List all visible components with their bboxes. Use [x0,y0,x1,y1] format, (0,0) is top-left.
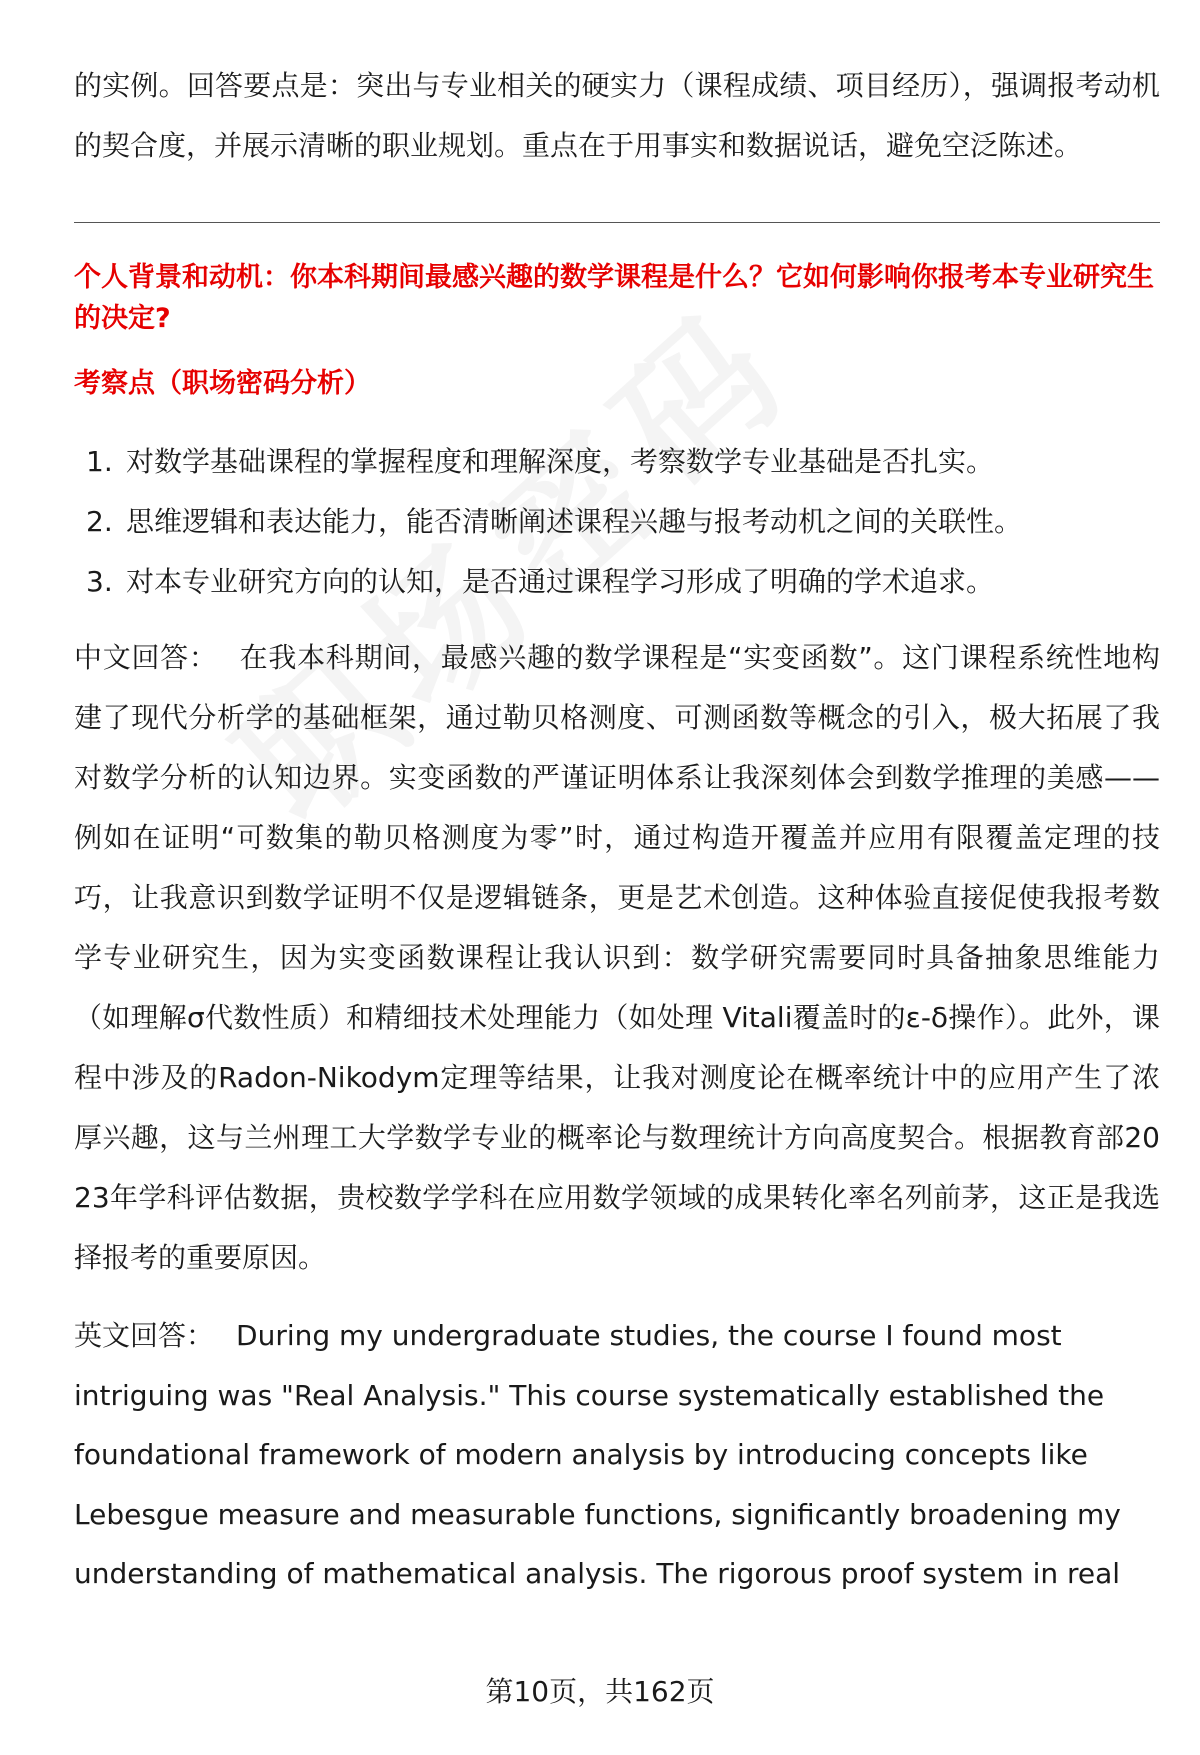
section-divider [74,222,1160,223]
point-text: 对数学基础课程的掌握程度和理解深度，考察数学专业基础是否扎实。 [126,445,995,478]
analysis-point [86,552,1160,612]
english-answer-text: During my undergraduate studies, the course I found most intriguing was "Real Analysis." This course systematically established the foundational framework of modern analysis by introducing concepts like Lebesgue measure and measurable functions, significantly broadening my understanding of mathematical analysis. The rigorous proof system in real [74,1319,1121,1590]
english-answer [74,1306,1160,1604]
point-number: 1. [86,445,113,478]
analysis-heading: 考察点（职场密码分析） [74,368,371,399]
point-number: 3. [86,565,113,598]
analysis-points [74,432,1160,612]
question-title: 个人背景和动机：你本科期间最感兴趣的数学课程是什么？它如何影响你报考本专业研究生的决定? [74,262,1154,334]
point-text: 对本专业研究方向的认知，是否通过课程学习形成了明确的学术追求。 [126,565,995,598]
page-number-footer: 第10页，共162页 [485,1675,715,1708]
intro-paragraph: 的实例。回答要点是：突出与专业相关的硬实力（课程成绩、项目经历），强调报考动机的契合度，并展示清晰的职业规划。重点在于用事实和数据说话，避免空泛陈述。 [74,69,1160,162]
point-number: 2. [86,505,113,538]
english-answer-label: 英文回答： [74,1319,215,1352]
document-page [74,56,1160,1604]
analysis-point [86,492,1160,552]
chinese-answer-text: 在我本科期间，最感兴趣的数学课程是“实变函数”。这门课程系统性地构建了现代分析学的基础框架，通过勒贝格测度、可测函数等概念的引入，极大拓展了我对数学分析的认知边界。实变函数的严谨证明体系让我深刻体会到数学推理的美感——例如在证明“可数集的勒贝格测度为零”时，通过构造开覆盖并应用有限覆盖定理的技巧，让我意识到数学证明不仅是逻辑链条，更是艺术创造。这种体验直接促使我报考数学专业研究生，因为实变函数课程让我认识到：数学研究需要同时具备抽象思维能力（如理解σ代数性质）和精细技术处理能力（如处理 Vitali覆盖时的ε-δ操作）。此外，课程中涉及的Radon-Nikodym定理等结果，让我对测度论在概率统计中的应用产生了浓厚兴趣，这与兰州理工大学数学专业的概率论与数理统计方向高度契合。根据教育部2023年学科评估数据，贵校数学学科在应用数学领域的成果转化率名列前茅，这正是我选择报考的重要原因。 [74,641,1160,1274]
point-text: 思维逻辑和表达能力，能否清晰阐述课程兴趣与报考动机之间的关联性。 [126,505,1023,538]
question-section [74,257,1160,1604]
analysis-point [86,432,1160,492]
chinese-answer-label: 中文回答： [74,641,218,674]
chinese-answer [74,628,1160,1288]
